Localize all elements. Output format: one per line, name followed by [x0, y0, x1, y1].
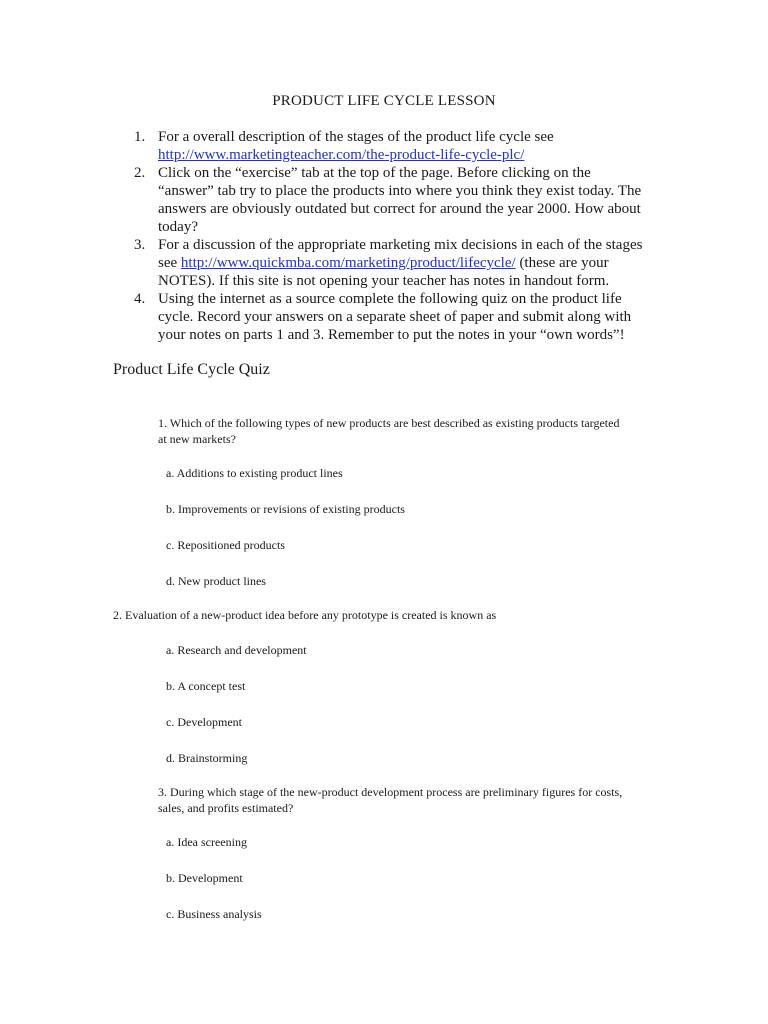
- question-3: [158, 785, 658, 816]
- question-2: [113, 608, 673, 624]
- step-text: Using the internet as a source complete the following quiz on the product life: [158, 291, 622, 307]
- instruction-step-4: [134, 290, 664, 344]
- answer-option: b. Development: [166, 871, 243, 885]
- answer-option: c. Business analysis: [166, 907, 262, 921]
- answer-option: a. Idea screening: [166, 835, 247, 849]
- step-number: 2.: [134, 165, 146, 181]
- step-text: answers are obviously outdated but correct for around the year 2000. How about: [158, 201, 641, 217]
- step-text: today?: [158, 219, 198, 235]
- quiz-title: Product Life Cycle Quiz: [113, 361, 270, 378]
- answer-option: c. Development: [166, 715, 242, 729]
- answer-option: b. A concept test: [166, 679, 246, 693]
- step-text: (these are your: [515, 255, 609, 271]
- step-text: your notes on parts 1 and 3. Remember to put the notes in your “own words”!: [158, 327, 625, 343]
- answer-option: a. Research and development: [166, 643, 307, 657]
- question-text: sales, and profits estimated?: [158, 800, 294, 815]
- marketingteacher-link[interactable]: http://www.marketingteacher.com/the-product-life-cycle-plc/: [158, 147, 525, 163]
- question-text: 3. During which stage of the new-product development process are preliminary figures for costs,: [158, 785, 623, 799]
- answer-option: d. Brainstorming: [166, 751, 248, 765]
- step-number: 3.: [134, 237, 146, 253]
- step-text: Click on the “exercise” tab at the top of the page. Before clicking on the: [158, 165, 591, 181]
- document-title: PRODUCT LIFE CYCLE LESSON: [272, 93, 496, 109]
- answer-option: c. Repositioned products: [166, 538, 285, 552]
- step-text: NOTES). If this site is not opening your teacher has notes in handout form.: [158, 273, 610, 289]
- quickmba-link[interactable]: http://www.quickmba.com/marketing/product/lifecycle/: [180, 255, 516, 271]
- step-text: “answer” tab try to place the products into where you think they exist today. The: [158, 183, 642, 199]
- answer-option: d. New product lines: [166, 574, 266, 588]
- question-1: [158, 416, 658, 447]
- question-text: at new markets?: [158, 431, 236, 446]
- step-text: For a discussion of the appropriate marketing mix decisions in each of the stages: [158, 237, 643, 253]
- question-text: 2. Evaluation of a new-product idea before any prototype is created is known as: [113, 608, 497, 622]
- instruction-step-1: [134, 128, 664, 164]
- step-number: 1.: [134, 129, 146, 145]
- instruction-step-2: [134, 164, 664, 236]
- step-number: 4.: [134, 291, 146, 307]
- question-text: 1. Which of the following types of new products are best described as existing products targeted: [158, 416, 620, 430]
- answer-option: b. Improvements or revisions of existing products: [166, 502, 405, 516]
- step-text: cycle. Record your answers on a separate sheet of paper and submit along with: [158, 309, 632, 325]
- instruction-step-3: [134, 236, 664, 290]
- answer-option: a. Additions to existing product lines: [166, 466, 343, 480]
- instruction-list: [134, 128, 664, 344]
- step-text: For a overall description of the stages of the product life cycle see: [158, 129, 554, 145]
- step-text: see: [158, 255, 181, 271]
